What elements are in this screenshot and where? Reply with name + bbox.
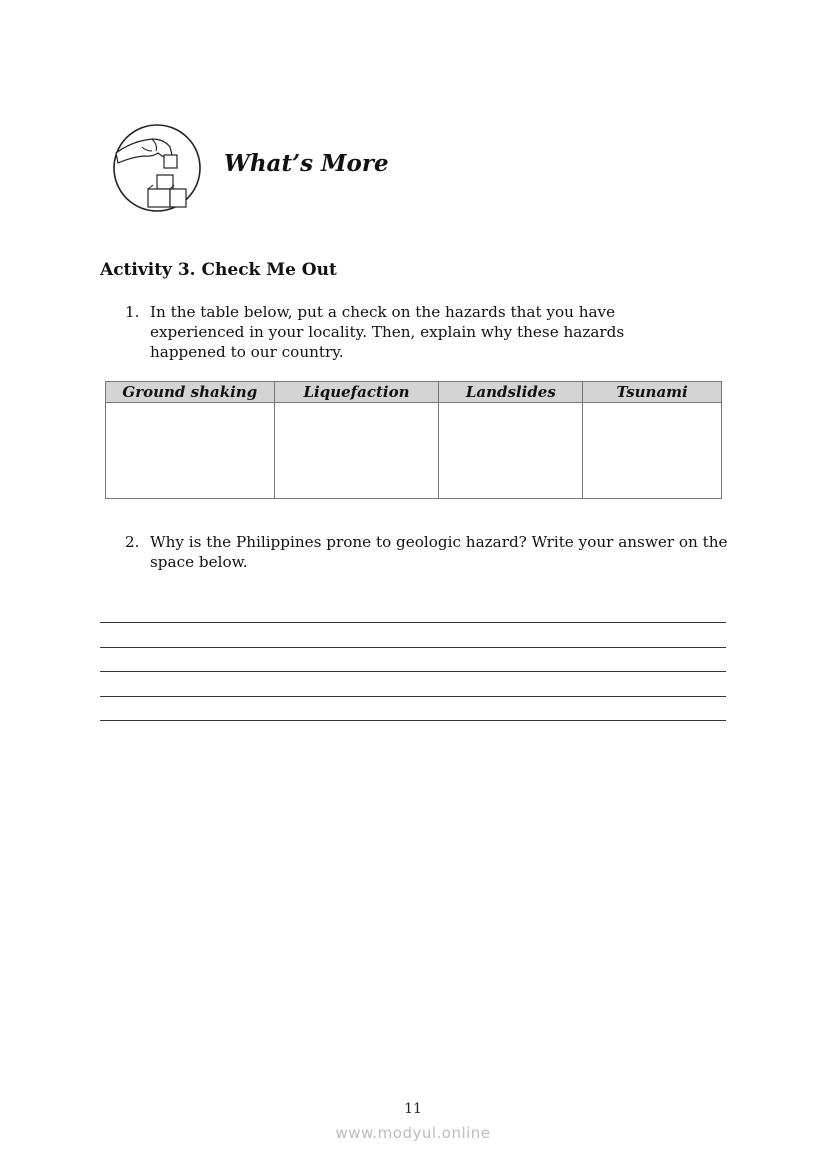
instruction-item [125,532,735,572]
table-header-row [106,382,722,403]
item-text: In the table below, put a check on the hazards that you have experienced in your locality. Then, explain why these hazards happened to our country. [150,303,625,361]
check-cell-liquefaction[interactable] [274,403,439,499]
watermark: www.modyul.online [335,1124,491,1142]
answer-lines [100,622,726,721]
item-text: Why is the Philippines prone to geologic hazard? Write your answer on the space below. [150,533,728,571]
item-number: 2. [125,533,140,551]
check-cell-tsunami[interactable] [583,403,722,499]
item-number: 1. [125,303,140,321]
answer-line[interactable] [100,671,726,696]
page-number: 11 [404,1101,422,1117]
answer-line[interactable] [100,720,726,721]
hand-stacking-blocks-icon [112,123,202,213]
hazards-table [105,381,722,499]
table-row [106,403,722,499]
answer-line[interactable] [100,622,726,647]
column-header-landslides: Landslides [439,382,583,403]
check-cell-ground-shaking[interactable] [106,403,275,499]
column-header-liquefaction: Liquefaction [274,382,439,403]
answer-line[interactable] [100,696,726,721]
check-cell-landslides[interactable] [439,403,583,499]
column-header-ground-shaking: Ground shaking [106,382,275,403]
activity-title: Activity 3. Check Me Out [100,260,337,280]
instruction-item [125,302,685,362]
column-header-tsunami: Tsunami [583,382,722,403]
section-title: What’s More [224,150,389,177]
answer-line[interactable] [100,647,726,672]
